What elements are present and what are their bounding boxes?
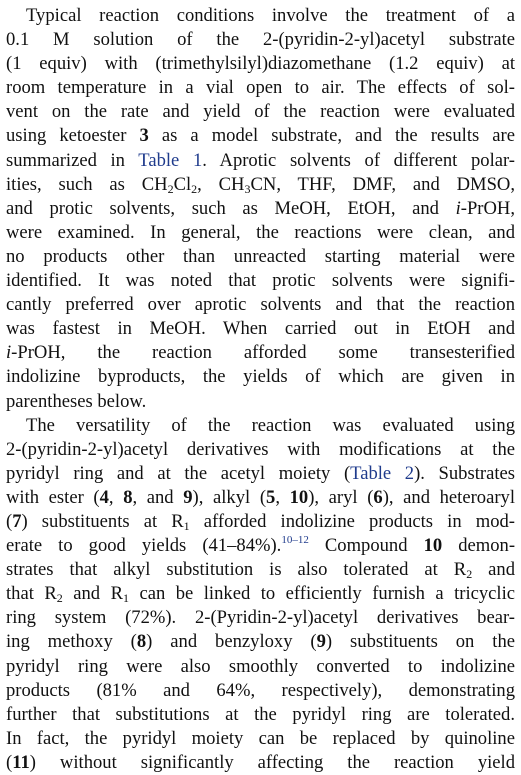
subscript: 1 xyxy=(183,518,190,533)
text-line xyxy=(6,630,515,654)
text-run: using ketoester xyxy=(6,125,140,147)
text-line xyxy=(6,414,515,438)
paragraph-reaction-conditions xyxy=(6,4,515,414)
compound-number: 9 xyxy=(183,486,193,508)
text-line xyxy=(6,124,515,148)
compound-number: 10 xyxy=(423,535,443,557)
text-run: was fastest in MeOH. When carried out in EtOH and xyxy=(6,318,515,340)
text-line xyxy=(6,486,515,510)
text-line xyxy=(6,606,515,630)
text-line xyxy=(6,751,515,775)
text-run: -PrOH, xyxy=(460,197,515,219)
compound-number: 4 xyxy=(99,486,109,508)
text-run: that R xyxy=(6,583,57,605)
text-line xyxy=(6,245,515,269)
text-run: ). Substrates xyxy=(414,462,515,484)
text-run: vent on the rate and yield of the reaction were evaluated xyxy=(6,101,515,123)
text-line xyxy=(6,76,515,100)
text-run: ) substituents on the xyxy=(325,631,515,653)
compound-number: 5 xyxy=(266,486,276,508)
text-run: ing methoxy ( xyxy=(6,631,137,653)
text-run: , CH xyxy=(197,173,245,195)
text-run: CN, THF, DMF, and DMSO, xyxy=(250,173,515,195)
text-run: summarized in xyxy=(6,149,139,171)
compound-number: 9 xyxy=(316,631,326,653)
text-run: ring system (72%). 2-(Pyridin-2-yl)acetyl derivatives bear- xyxy=(6,607,515,629)
text-run: (1 equiv) with (trimethylsilyl)diazomethane (1.2 equiv) at xyxy=(6,53,515,75)
table-reference-link[interactable]: Table 2 xyxy=(350,462,415,484)
text-line xyxy=(6,269,515,293)
text-run: ), aryl ( xyxy=(308,486,374,508)
text-run: afforded indolizine products in mod- xyxy=(189,510,515,532)
citation-superscript[interactable]: 10–12 xyxy=(281,534,309,547)
text-run: and protic solvents, such as MeOH, EtOH, and xyxy=(6,197,456,219)
text-run: can be linked to efficiently furnish a tricyclic xyxy=(128,583,515,605)
compound-number: 3 xyxy=(139,125,149,147)
text-run: ) substituents at R xyxy=(21,510,184,532)
text-line xyxy=(6,173,515,197)
text-run: , xyxy=(275,486,290,508)
text-run: 2-(pyridin-2-yl)acetyl derivatives with modifications at the xyxy=(6,438,515,460)
text-run: The versatility of the reaction was evaluated using xyxy=(26,414,515,436)
text-run: , xyxy=(108,486,124,508)
text-run: ities, such as CH xyxy=(6,173,168,195)
text-line xyxy=(6,100,515,124)
subscript: 3 xyxy=(244,181,251,196)
subscript: 1 xyxy=(122,591,129,606)
text-run: Cl xyxy=(173,173,192,195)
text-line xyxy=(6,52,515,76)
text-line xyxy=(6,438,515,462)
text-line xyxy=(6,390,515,414)
compound-number: 7 xyxy=(12,510,22,532)
text-run: ) and benzyloxy ( xyxy=(146,631,317,653)
text-run: room temperature in a vial open to air. The effects of sol- xyxy=(6,77,515,99)
text-line xyxy=(6,510,515,534)
compound-number: 6 xyxy=(373,486,383,508)
compound-number: 10 xyxy=(289,486,309,508)
text-line xyxy=(6,197,515,221)
text-line xyxy=(6,28,515,52)
text-line xyxy=(6,462,515,486)
text-run: indolizine byproducts, the yields of which are given in xyxy=(6,366,515,388)
text-run: products (81% and 64%, respectively), demonstrating xyxy=(6,679,515,701)
text-run: as a model substrate, and the results are xyxy=(148,125,515,147)
text-run: with ester ( xyxy=(6,486,100,508)
compound-number: 8 xyxy=(123,486,133,508)
text-run: no products other than unreacted starting material were xyxy=(6,245,515,267)
text-run: ( xyxy=(6,751,13,773)
text-run: parentheses below. xyxy=(6,390,147,412)
text-run: cantly preferred over aprotic solvents and that the reaction xyxy=(6,294,515,316)
text-line xyxy=(6,655,515,679)
compound-number: 8 xyxy=(136,631,147,653)
text-run: . Aprotic solvents of different polar- xyxy=(202,149,515,171)
text-line xyxy=(6,558,515,582)
text-line xyxy=(6,582,515,606)
italic-prefix: i xyxy=(6,342,12,364)
text-line xyxy=(6,317,515,341)
text-run: Typical reaction conditions involve the treatment of a xyxy=(26,5,515,26)
text-run: and R xyxy=(62,583,123,605)
text-run: ) without significantly affecting the reaction yield xyxy=(29,751,515,773)
subscript: 2 xyxy=(167,181,174,196)
text-run: identified. It was noted that protic solvents were signifi- xyxy=(6,270,515,292)
table-reference-link[interactable]: Table 1 xyxy=(138,149,203,171)
text-line xyxy=(6,4,515,28)
text-run: further that substitutions at the pyridyl ring are tolerated. xyxy=(6,703,515,725)
text-run: pyridyl ring and at the acetyl moiety ( xyxy=(6,462,351,484)
paragraph-reaction-scope xyxy=(6,414,515,775)
text-line xyxy=(6,365,515,389)
text-line xyxy=(6,221,515,245)
text-line xyxy=(6,293,515,317)
text-run: were examined. In general, the reactions were clean, and xyxy=(6,221,515,243)
text-line xyxy=(6,341,515,365)
text-run: demon- xyxy=(442,535,515,557)
text-run: and xyxy=(472,559,515,581)
text-run: erate to good yields (41–84%). xyxy=(6,535,282,557)
text-run: pyridyl ring were also smoothly converted to indolizine xyxy=(6,655,515,677)
text-run: ), alkyl ( xyxy=(192,486,267,508)
text-run: In fact, the pyridyl moiety can be replaced by quinoline xyxy=(6,727,515,749)
text-run: strates that alkyl substitution is also tolerated at R xyxy=(6,559,467,581)
subscript: 2 xyxy=(466,567,473,582)
subscript: 2 xyxy=(56,591,63,606)
text-run: ), and heteroaryl xyxy=(382,486,515,508)
subscript: 2 xyxy=(191,181,198,196)
text-run: ( xyxy=(6,510,13,532)
text-line xyxy=(6,703,515,727)
text-line xyxy=(6,727,515,751)
text-run: 0.1 M solution of the 2-(pyridin-2-yl)acetyl substrate xyxy=(6,29,515,51)
text-line xyxy=(6,534,515,558)
compound-number: 11 xyxy=(12,751,30,773)
text-run: Compound xyxy=(308,535,424,557)
text-run: -PrOH, the reaction afforded some transesterified xyxy=(11,342,515,364)
text-run: , and xyxy=(132,486,184,508)
text-line xyxy=(6,149,515,173)
text-line xyxy=(6,679,515,703)
italic-prefix: i xyxy=(455,197,461,219)
